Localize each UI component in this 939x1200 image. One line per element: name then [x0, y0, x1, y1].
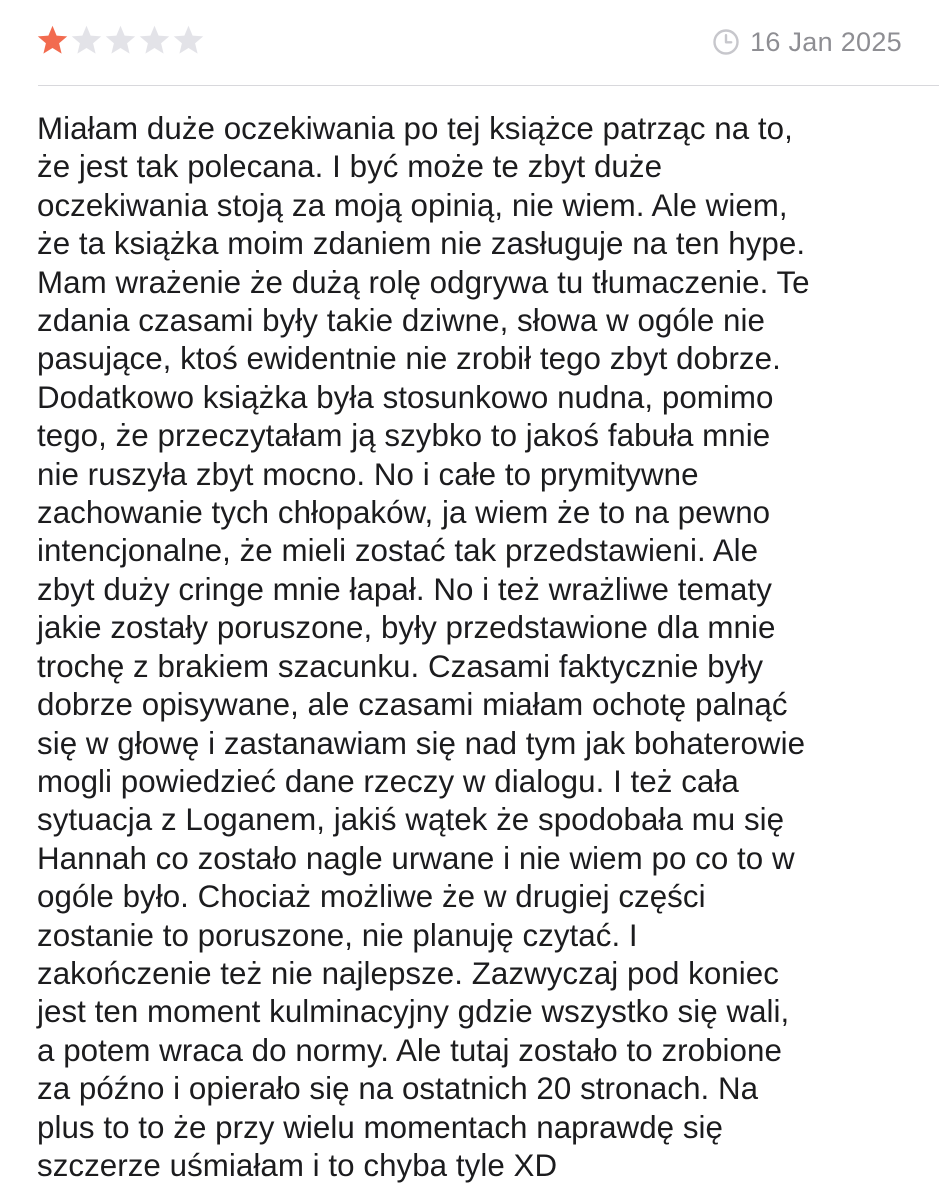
review-text-line: zdania czasami były takie dziwne, słowa w ogóle nie — [37, 303, 765, 339]
review-text-line: sytuacja z Loganem, jakiś wątek że spodobała mu się — [37, 802, 785, 838]
review-text-line: dobrze opisywane, ale czasami miałam ochotę palnąć — [37, 687, 788, 723]
star-empty-icon — [104, 24, 137, 57]
review-text-line: Mam wrażenie że dużą rolę odgrywa tu tłumaczenie. Te — [37, 264, 810, 300]
review-date-container — [712, 24, 902, 60]
review-text-line: Dodatkowo książka była stosunkowo nudna, pomimo — [37, 379, 774, 415]
review-text-line: nie ruszyła zbyt mocno. No i całe to prymitywne — [37, 456, 699, 492]
review-text-line: szczerze uśmiałam i to chyba tyle XD — [37, 1147, 558, 1183]
review-text-line: mogli powiedzieć dane rzeczy w dialogu. I też cała — [37, 763, 739, 799]
review-text-line: że ta książka moim zdaniem nie zasługuje na ten hype. — [37, 226, 806, 262]
review-text-line: że jest tak polecana. I być może te zbyt duże — [37, 149, 663, 185]
clock-icon — [712, 28, 740, 56]
header-divider — [38, 85, 939, 86]
review-date: 16 Jan 2025 — [750, 26, 902, 57]
review-text-line: zakończenie też nie najlepsze. Zazwyczaj pod koniec — [37, 955, 779, 991]
review-text-line: Hannah co zostało nagle urwane i nie wiem po co to w — [37, 840, 795, 876]
review-text-line: jest ten moment kulminacyjny gdzie wszystko się wali, — [37, 994, 790, 1030]
review-text-line: jakie zostały poruszone, były przedstawione dla mnie — [37, 610, 776, 646]
star-empty-icon — [70, 24, 103, 57]
star-filled-icon — [36, 24, 69, 57]
review-text-line: oczekiwania stoją za moją opinią, nie wiem. Ale wiem, — [37, 187, 788, 223]
review-text-line: zbyt duży cringe mnie łapał. No i też wrażliwe tematy — [37, 571, 772, 607]
review-text — [37, 110, 937, 1185]
review-text-line: za późno i opierało się na ostatnich 20 stronach. Na — [37, 1071, 759, 1107]
review-text-line: ogóle było. Chociaż możliwe że w drugiej części — [37, 879, 706, 915]
review-header — [0, 0, 939, 86]
star-empty-icon — [172, 24, 205, 57]
star-empty-icon — [138, 24, 171, 57]
review-text-line: zostanie to poruszone, nie planuję czytać. I — [37, 917, 638, 953]
star-rating — [36, 24, 205, 57]
review-text-line: Miałam duże oczekiwania po tej książce patrząc na to, — [37, 111, 793, 146]
review-text-line: a potem wraca do normy. Ale tutaj zostało to zrobione — [37, 1032, 782, 1068]
review-text-line: zachowanie tych chłopaków, ja wiem że to na pewno — [37, 495, 771, 531]
review-text-line: pasujące, ktoś ewidentnie nie zrobił tego zbyt dobrze. — [37, 341, 781, 377]
review-text-line: tego, że przeczytałam ją szybko to jakoś fabuła mnie — [37, 418, 771, 454]
review-text-line: plus to to że przy wielu momentach naprawdę się — [37, 1109, 724, 1145]
review-text-line: trochę z brakiem szacunku. Czasami faktycznie były — [37, 648, 764, 684]
review-text-line: się w głowę i zastanawiam się nad tym jak bohaterowie — [37, 725, 806, 761]
review-text-line: intencjonalne, że mieli zostać tak przedstawieni. Ale — [37, 533, 759, 569]
